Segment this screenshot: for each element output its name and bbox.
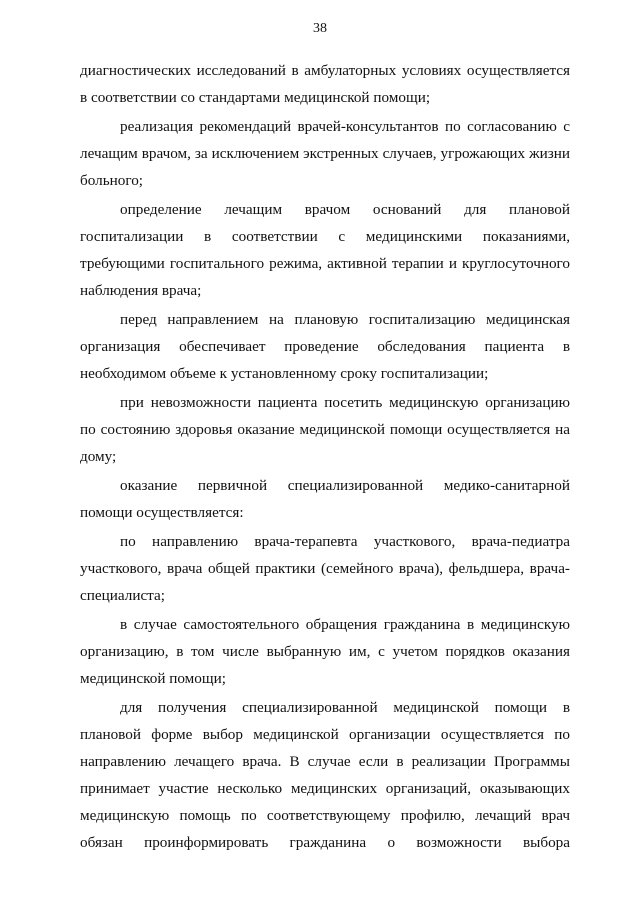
text-line: плановой форме выбор медицинской организации осуществляется по xyxy=(80,726,570,743)
text-line: обязан проинформировать гражданина о возможности выбора xyxy=(80,834,570,851)
text-line: дому; xyxy=(80,448,117,465)
text-line: медицинскую помощь по соответствующему профилю, лечащий врач xyxy=(80,807,570,824)
text-line: при невозможности пациента посетить медицинскую организацию xyxy=(120,394,570,411)
text-line: перед направлением на плановую госпитализацию медицинская xyxy=(120,311,570,328)
text-line: для получения специализированной медицинской помощи в xyxy=(120,699,570,716)
text-line: диагностических исследований в амбулаторных условиях осуществляется xyxy=(80,62,570,79)
text-line: лечащим врачом, за исключением экстренных случаев, угрожающих жизни xyxy=(80,145,570,162)
text-line: организацию, в том числе выбранную им, с учетом порядков оказания xyxy=(80,643,570,660)
text-line: реализация рекомендаций врачей-консультантов по согласованию с xyxy=(120,118,570,135)
text-line: направлению лечащего врача. В случае если в реализации Программы xyxy=(80,753,570,770)
text-line: оказание первичной специализированной медико-санитарной xyxy=(120,477,570,494)
text-line: госпитализации в соответствии с медицинскими показаниями, xyxy=(80,228,570,245)
text-line: в соответствии со стандартами медицинской помощи; xyxy=(80,89,431,106)
text-line: по состоянию здоровья оказание медицинской помощи осуществляется на xyxy=(80,421,570,438)
text-line: необходимом объеме к установленному сроку госпитализации; xyxy=(80,365,489,382)
text-line: наблюдения врача; xyxy=(80,282,202,299)
text-line: помощи осуществляется: xyxy=(80,504,244,521)
text-line: по направлению врача-терапевта участкового, врача-педиатра xyxy=(120,533,570,550)
page-number: 38 xyxy=(313,21,327,36)
text-line: больного; xyxy=(80,172,144,189)
text-line: организация обеспечивает проведение обследования пациента в xyxy=(80,338,570,355)
text-line: специалиста; xyxy=(80,587,165,604)
text-line: в случае самостоятельного обращения гражданина в медицинскую xyxy=(120,616,570,633)
text-line: медицинской помощи; xyxy=(80,670,226,687)
text-line: принимает участие несколько медицинских организаций, оказывающих xyxy=(80,780,570,797)
text-line: определение лечащим врачом оснований для плановой xyxy=(120,201,570,218)
text-line: участкового, врача общей практики (семейного врача), фельдшера, врача- xyxy=(80,560,570,577)
text-line: требующими госпитального режима, активной терапии и круглосуточного xyxy=(80,255,570,272)
